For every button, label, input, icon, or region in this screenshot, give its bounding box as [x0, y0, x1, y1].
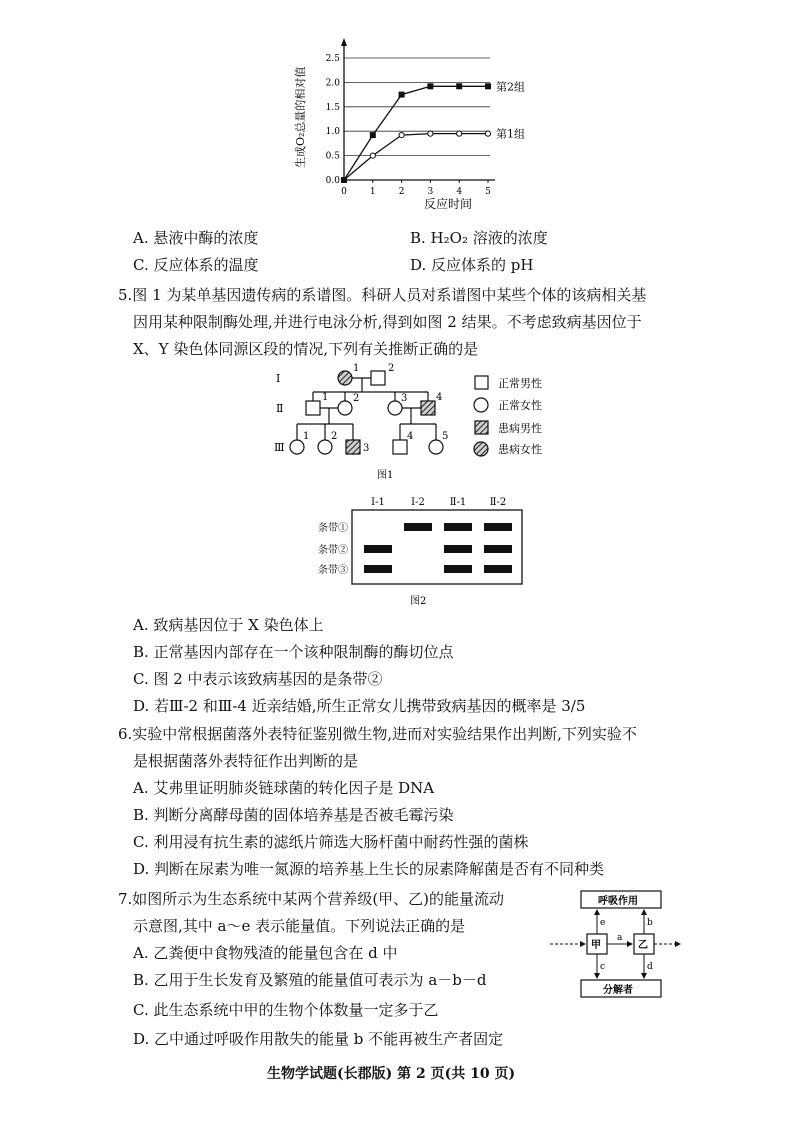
series-label: 第1组	[496, 127, 525, 141]
svg-text:2: 2	[388, 363, 395, 374]
q7-option-b: B. 乙用于生长发育及繁殖的能量值可表示为 a－b－d	[133, 971, 487, 989]
pedigree-II-3	[388, 401, 402, 415]
pedigree-figure	[270, 360, 560, 485]
label-d: d	[647, 962, 653, 972]
label-b: b	[647, 918, 653, 928]
figure2-caption: 图2	[410, 596, 427, 606]
data-point	[370, 132, 376, 138]
series-label: 第2组	[496, 80, 525, 94]
data-point	[341, 177, 347, 183]
o2-chart	[290, 30, 540, 220]
q7-option-d: D. 乙中通过呼吸作用散失的能量 b 不能再被生产者固定	[133, 1030, 504, 1048]
gel-band-labels	[318, 521, 348, 576]
q4-option-d: D. 反应体系的 pH	[410, 256, 534, 274]
label-c: c	[600, 962, 606, 972]
q5-option-d: D. 若Ⅲ-2 和Ⅲ-4 近亲结婚,所生正常女儿携带致病基因的概率是 3/5	[133, 697, 586, 715]
data-point	[370, 153, 375, 158]
q6-stem-line1: 6.实验中常根据菌落外表特征鉴别微生物,进而对实验结果作出判断,下列实验不	[118, 725, 637, 743]
svg-text:2: 2	[331, 431, 338, 442]
q5-stem-line2: 因用某种限制酶处理,并进行电泳分析,得到如图 2 结果。不考虑致病基因位于	[133, 313, 642, 331]
q6-option-c: C. 利用浸有抗生素的滤纸片筛选大肠杆菌中耐药性强的菌株	[133, 833, 529, 851]
svg-text:3: 3	[363, 443, 370, 454]
y-tick-label: 1.0	[325, 127, 340, 138]
series-line-2	[344, 134, 488, 180]
y-tick-label: 0.0	[325, 176, 340, 186]
page-footer: 生物学试题(长郡版) 第 2 页(共 10 页)	[267, 1066, 516, 1082]
gel-band-label: 条带①	[318, 523, 348, 534]
gel-band-label: 条带②	[318, 545, 348, 556]
data-point	[485, 83, 491, 89]
q4-option-b: B. H₂O₂ 溶液的浓度	[410, 229, 548, 247]
gel-band-label: 条带③	[318, 565, 348, 576]
pedigree-I-1	[338, 371, 352, 385]
svg-text:1: 1	[353, 363, 360, 374]
y-tick-label: 1.5	[325, 102, 340, 113]
pedigree-III-5	[429, 440, 443, 454]
x-tick-label: 3	[427, 187, 434, 197]
q7-stem-line1: 7.如图所示为生态系统中某两个营养级(甲、乙)的能量流动	[118, 890, 505, 908]
legend-affected-female: 患病女性	[498, 443, 542, 456]
gel-lane-labels	[371, 497, 506, 508]
q6-option-d: D. 判断在尿素为唯一氮源的培养基上生长的尿素降解菌是否有不同种类	[133, 860, 605, 878]
legend-affected-male: 患病男性	[498, 422, 542, 435]
gen-label-III: Ⅲ	[274, 441, 285, 454]
pedigree-I-2	[371, 371, 385, 385]
svg-text:3: 3	[401, 393, 408, 404]
label-e: e	[600, 918, 606, 928]
legend-normal-male: 正常男性	[498, 377, 542, 390]
svg-text:1: 1	[303, 431, 310, 442]
q6-option-b: B. 判断分离酵母菌的固体培养基是否被毛霉污染	[133, 806, 454, 824]
y-tick-label: 0.5	[325, 151, 340, 162]
pedigree-II-1	[306, 401, 320, 415]
respiration-label: 呼吸作用	[598, 896, 638, 907]
y-tick-label: 2.5	[325, 54, 340, 64]
data-point	[399, 92, 405, 98]
data-point	[456, 83, 462, 89]
q5-option-b: B. 正常基因内部存在一个该种限制酶的酶切位点	[133, 643, 454, 661]
gel-band	[484, 565, 512, 573]
chart-grid	[344, 58, 490, 156]
figure1-caption: 图1	[377, 470, 394, 481]
pedigree-II-4	[421, 401, 435, 415]
q6-stem-line2: 是根据菌落外表特征作出判断的是	[133, 752, 359, 770]
svg-text:5: 5	[442, 431, 449, 442]
chart-series-labels	[496, 80, 525, 140]
x-tick-label: 4	[456, 187, 463, 197]
gel-lane-label: Ⅱ-2	[489, 497, 507, 508]
jia-label: 甲	[591, 940, 601, 951]
pedigree-III-4	[393, 440, 407, 454]
x-tick-label: 0	[341, 187, 347, 197]
data-point	[427, 83, 433, 89]
gel-lane-label: Ⅰ-1	[371, 497, 385, 508]
q5-stem-line3: X、Y 染色体同源区段的情况,下列有关推断正确的是	[133, 340, 479, 358]
chart-series	[341, 83, 491, 183]
yi-label: 乙	[638, 940, 648, 951]
q7-option-a: A. 乙粪便中食物残渣的能量包含在 d 中	[133, 944, 398, 962]
data-point	[485, 131, 490, 136]
gel-lane-label: Ⅰ-2	[411, 497, 425, 508]
gel-lane-label: Ⅱ-1	[449, 497, 467, 508]
data-point	[457, 131, 462, 136]
q5-option-a: A. 致病基因位于 X 染色体上	[133, 616, 324, 634]
y-tick-label: 2.0	[325, 78, 340, 89]
gel-band	[364, 545, 392, 553]
q7-option-c: C. 此生态系统中甲的生物个体数量一定多于乙	[133, 1001, 439, 1019]
gel-band	[444, 545, 472, 553]
svg-text:4: 4	[407, 431, 414, 442]
q6-option-a: A. 艾弗里证明肺炎链球菌的转化因子是 DNA	[133, 779, 435, 797]
pedigree-III-1	[290, 440, 304, 454]
pedigree-III-2	[318, 440, 332, 454]
x-tick-labels	[341, 180, 491, 197]
gel-band	[484, 545, 512, 553]
q4-option-a: A. 悬液中酶的浓度	[133, 229, 259, 247]
data-point	[399, 133, 404, 138]
svg-text:1: 1	[322, 392, 329, 403]
gen-label-I: Ⅰ	[276, 372, 281, 385]
x-tick-label: 2	[398, 187, 405, 197]
x-tick-label: 5	[485, 187, 491, 197]
svg-text:4: 4	[436, 392, 443, 403]
gel-band	[444, 565, 472, 573]
legend-normal-female: 正常女性	[498, 399, 542, 412]
gel-band	[364, 565, 392, 573]
energy-flow-diagram	[548, 888, 682, 1000]
gel-figure	[308, 494, 533, 606]
y-tick-labels	[326, 54, 341, 186]
y-axis-label: 生成O₂总量的相对值	[294, 66, 307, 168]
x-axis-label: 反应时间	[424, 197, 473, 211]
gel-band	[404, 523, 432, 531]
gel-band	[444, 523, 472, 531]
svg-text:2: 2	[353, 393, 360, 404]
q7-stem-line2: 示意图,其中 a～e 表示能量值。下列说法正确的是	[133, 917, 466, 935]
pedigree-II-2	[338, 401, 352, 415]
gen-label-II: Ⅱ	[276, 402, 284, 415]
pedigree-III-3	[346, 440, 360, 454]
q4-option-c: C. 反应体系的温度	[133, 256, 259, 274]
decomposer-label: 分解者	[603, 985, 633, 996]
data-point	[428, 131, 433, 136]
q5-stem-line1: 5.图 1 为某单基因遗传病的系谱图。科研人员对系谱图中某些个体的该病相关基	[118, 286, 647, 304]
x-tick-label: 1	[369, 187, 376, 197]
label-a: a	[617, 933, 623, 943]
gel-band	[484, 523, 512, 531]
q5-option-c: C. 图 2 中表示该致病基因的是条带②	[133, 670, 383, 688]
